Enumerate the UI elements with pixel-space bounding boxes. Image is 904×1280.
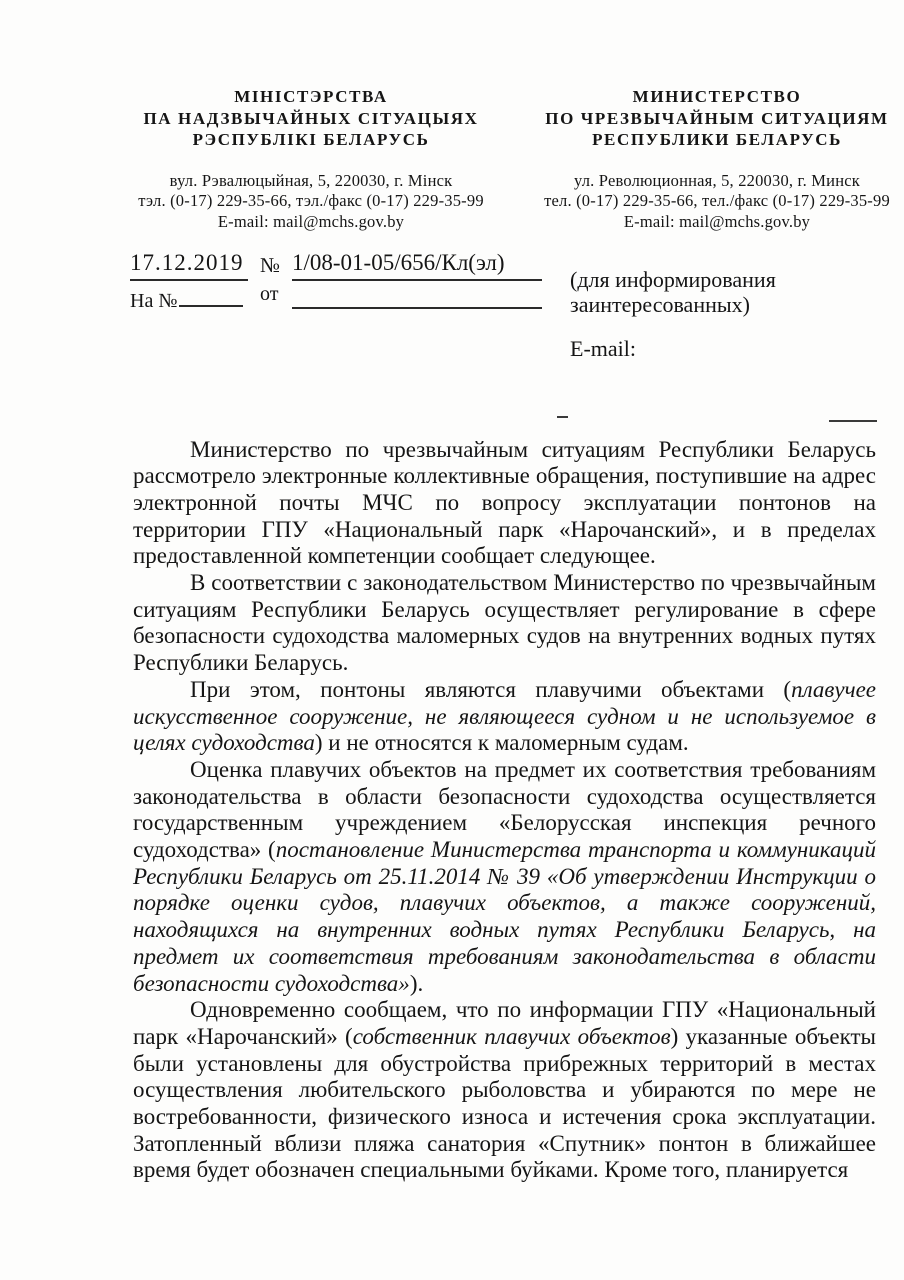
short-rule-mark bbox=[829, 420, 877, 422]
org-title-line: ПО ЧРЕЗВЫЧАЙНЫМ СИТУАЦИЯМ bbox=[545, 108, 889, 128]
text-run: В соответствии с законодательством Министерство по чрезвычайным ситуациям Республики Беларусь осуществляет регулирование в сфере безопасности судоходства маломерных судов на внутренних водных путях Республики Беларусь. bbox=[133, 570, 876, 676]
recipient-block bbox=[570, 250, 776, 362]
body-paragraph bbox=[133, 437, 876, 571]
text-run: При этом, понтоны являются плавучими объектами ( bbox=[190, 676, 792, 702]
letter-date: 17.12.2019 bbox=[130, 250, 248, 281]
reply-to-label: На № bbox=[130, 290, 178, 312]
dash-mark bbox=[557, 416, 568, 418]
text-run: ) указанные объекты были установлены для обустройства прибрежных территорий в местах осуществления любительского рыболовства и убираются по мере не востребованности, физического износа и истечения срока эксплуатации. Затопленный вблизи пляжа санатория «Спутник» понтон в ближайшее время будет обозначен специальными буйками. Кроме того, планируется bbox=[133, 1023, 876, 1183]
org-address-line: тел. (0-17) 229-35-66, тел./факс (0-17) 229-35-99 bbox=[544, 191, 890, 210]
body-paragraph bbox=[133, 997, 876, 1184]
org-address-line: вул. Рэвалюцыйная, 5, 220030, г. Мінск bbox=[169, 170, 453, 190]
recipient-note-line: (для информирования bbox=[570, 267, 776, 292]
org-block-russian bbox=[530, 86, 904, 232]
number-sign: № bbox=[260, 253, 281, 277]
letterhead bbox=[0, 0, 904, 232]
reference-grid bbox=[130, 250, 542, 313]
org-email-line: E-mail: mail@mchs.gov.by bbox=[217, 211, 405, 231]
text-run: Одновременно сообщаем, что по информации ГПУ «Национальный парк «Нарочанский» ( bbox=[133, 997, 876, 1049]
org-email-line: E-mail: mail@mchs.gov.by bbox=[623, 211, 811, 231]
org-block-belarusian bbox=[92, 86, 530, 232]
text-run-italic: плавучее искусственное сооружение, не являющееся судном и не используемое в целях судоходства bbox=[133, 676, 876, 756]
org-title-line: МИНИСТЕРСТВО bbox=[632, 87, 802, 106]
reply-to-blank-line bbox=[179, 283, 243, 307]
org-address-russian bbox=[530, 171, 904, 233]
org-title-line: РЕСПУБЛИКИ БЕЛАРУСЬ bbox=[592, 130, 842, 149]
text-run: ) и не относятся к маломерным судам. bbox=[314, 730, 689, 756]
text-run: ). bbox=[409, 970, 424, 996]
org-address-line: ул. Революционная, 5, 220030, г. Минск bbox=[574, 170, 860, 190]
letter-body bbox=[133, 437, 876, 1185]
from-blank-line bbox=[292, 281, 542, 309]
org-address-line: тэл. (0-17) 229-35-66, тэл./факс (0-17) 229-35-99 bbox=[138, 191, 484, 210]
reference-section bbox=[130, 250, 904, 362]
org-title-line: РЭСПУБЛІКІ БЕЛАРУСЬ bbox=[192, 130, 430, 149]
org-title-russian bbox=[530, 86, 904, 151]
org-address-belarusian bbox=[92, 171, 530, 233]
recipient-note-line: заинтересованных) bbox=[570, 291, 750, 317]
body-paragraph bbox=[133, 570, 876, 677]
org-title-belarusian bbox=[92, 86, 530, 151]
text-run: Министерство по чрезвычайным ситуациям Республики Беларусь рассмотрело электронные коллективные обращения, поступившие на адрес электронной почты МЧС по вопросу эксплуатации понтонов на территории ГПУ «Национальный парк «Нарочанский», и в пределах предоставленной компетенции сообщает следующее. bbox=[133, 436, 876, 569]
reply-to-field bbox=[130, 281, 248, 313]
body-paragraph bbox=[133, 677, 876, 757]
body-paragraph bbox=[133, 757, 876, 997]
from-label: от bbox=[260, 283, 279, 305]
outgoing-number: 1/08-01-05/656/Кл(эл) bbox=[292, 250, 542, 281]
org-title-line: ПА НАДЗВЫЧАЙНЫХ СІТУАЦЫЯХ bbox=[143, 108, 479, 128]
recipient-email-label: E-mail: bbox=[570, 336, 636, 361]
org-title-line: МІНІСТЭРСТВА bbox=[234, 87, 388, 106]
text-run: Оценка плавучих объектов на предмет их соответствия требованиям законодательства в области безопасности судоходства осуществляется государственным учреждением «Белорусская инспекция речного судоходства» ( bbox=[133, 756, 876, 863]
text-run-italic: собственник плавучих объектов bbox=[352, 1023, 671, 1049]
text-run-italic: постановление Министерства транспорта и коммуникаций Республики Беларусь от 25.11.2014 № 39 «Об утверждении Инструкции о порядке оценки судов, плавучих объектов, а также сооружений, находящихся на внутренних водных путях Республики Беларусь, на предмет их соответствия требованиям законодательства в области безопасности судоходства» bbox=[133, 837, 876, 996]
